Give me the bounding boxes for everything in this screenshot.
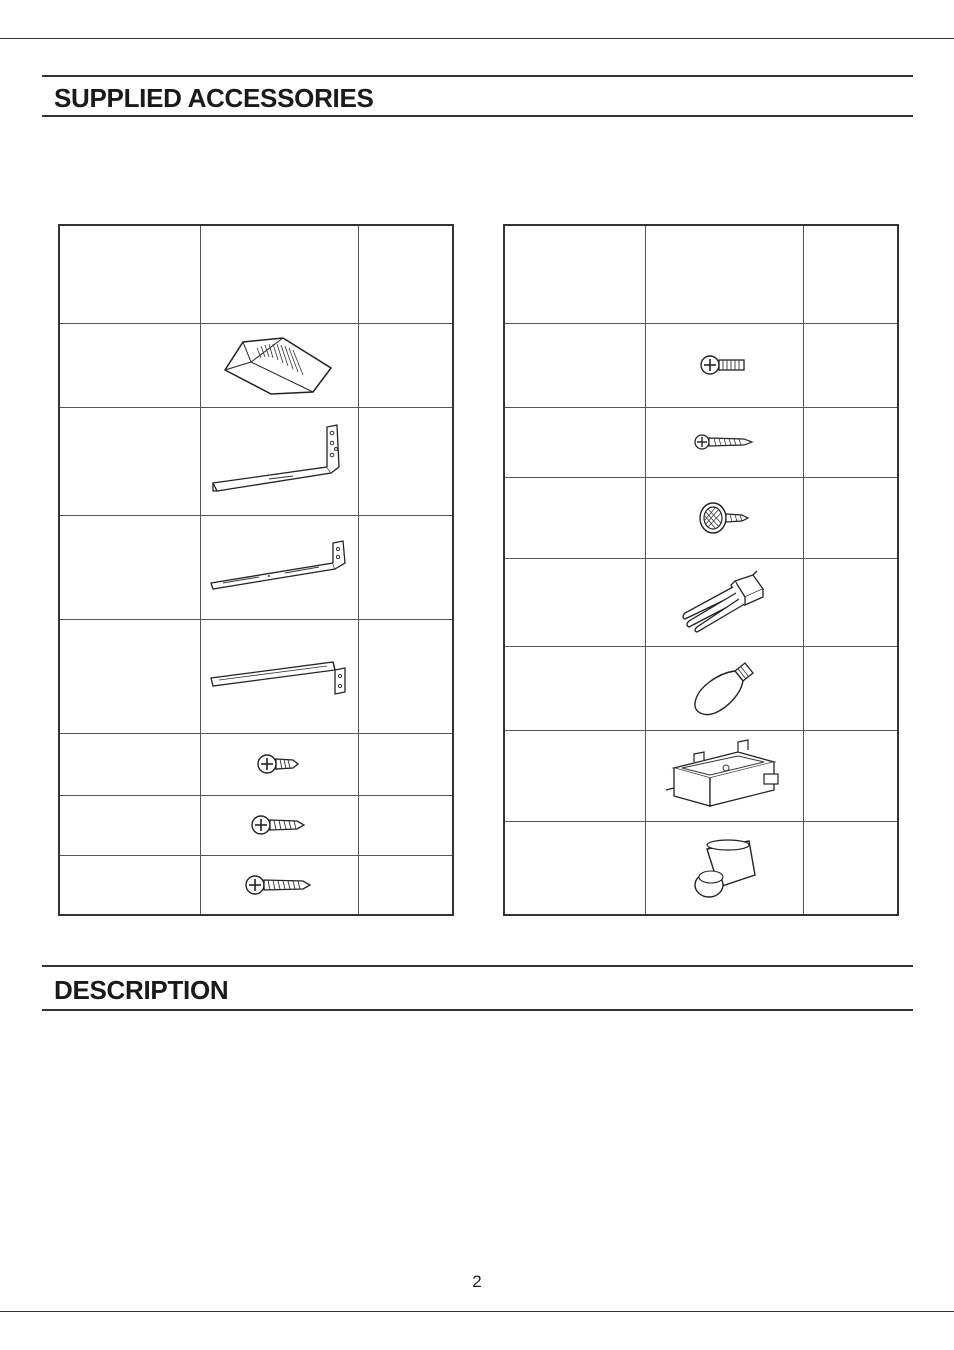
table-row [504, 477, 898, 558]
qty-cell [803, 646, 898, 730]
screw-short-icon [257, 748, 301, 780]
figure-cell [200, 795, 358, 855]
wood-screw-icon [694, 428, 754, 456]
page-number: 2 [472, 1272, 482, 1291]
header-cell-name [504, 225, 645, 323]
header-cell-figure [645, 225, 803, 323]
table-row [59, 323, 453, 407]
screw-medium-icon [251, 809, 307, 841]
accessories-table-right [503, 224, 899, 916]
name-cell [504, 477, 645, 558]
table-row [59, 855, 453, 915]
description-section-title: DESCRIPTION [54, 975, 229, 1005]
qty-cell [358, 733, 453, 795]
table-row [504, 821, 898, 915]
table-row [504, 323, 898, 407]
accessories-table-left [58, 224, 454, 916]
name-cell [59, 619, 200, 733]
bracket-extension-icon [209, 648, 349, 704]
figure-cell [645, 407, 803, 477]
qty-cell [803, 730, 898, 821]
table-row [59, 795, 453, 855]
name-cell [59, 733, 200, 795]
name-cell [59, 323, 200, 407]
qty-cell [358, 795, 453, 855]
top-rule [0, 38, 954, 39]
qty-cell [803, 323, 898, 407]
name-cell [59, 515, 200, 619]
figure-cell [645, 821, 803, 915]
figure-cell [645, 646, 803, 730]
qty-cell [358, 515, 453, 619]
junction-box-icon [664, 738, 784, 814]
grille-icon [221, 332, 337, 398]
qty-cell [358, 619, 453, 733]
bracket-large-icon [209, 421, 349, 501]
description-section-header [42, 965, 913, 1011]
figure-cell [200, 515, 358, 619]
accessories-section-title: SUPPLIED ACCESSORIES [54, 83, 374, 113]
machine-screw-icon [700, 349, 748, 381]
qty-cell [803, 821, 898, 915]
name-cell [59, 407, 200, 515]
table-row [504, 407, 898, 477]
table-row [504, 558, 898, 646]
fluorescent-lamp-icon [679, 571, 769, 633]
qty-cell [358, 323, 453, 407]
qty-cell [803, 477, 898, 558]
table-row [504, 730, 898, 821]
name-cell [504, 821, 645, 915]
accessories-section-header [42, 75, 913, 117]
qty-cell [803, 407, 898, 477]
header-cell-qty [803, 225, 898, 323]
figure-cell [645, 323, 803, 407]
qty-cell [358, 855, 453, 915]
qty-cell [358, 407, 453, 515]
washer-screw-icon [698, 498, 750, 538]
name-cell [59, 795, 200, 855]
table-row [59, 407, 453, 515]
night-light-bulb-icon [689, 659, 759, 717]
table-header-row [59, 225, 453, 323]
table-row [59, 515, 453, 619]
table-row [59, 733, 453, 795]
header-cell-qty [358, 225, 453, 323]
table-row [59, 619, 453, 733]
figure-cell [645, 558, 803, 646]
figure-cell [645, 730, 803, 821]
figure-cell [200, 407, 358, 515]
table-row [504, 646, 898, 730]
name-cell [504, 730, 645, 821]
header-cell-figure [200, 225, 358, 323]
bottom-rule [0, 1311, 954, 1312]
name-cell [504, 646, 645, 730]
screw-long-icon [245, 869, 313, 901]
header-cell-name [59, 225, 200, 323]
name-cell [59, 855, 200, 915]
figure-cell [200, 619, 358, 733]
name-cell [504, 558, 645, 646]
figure-cell [200, 855, 358, 915]
bushing-icon [689, 835, 759, 901]
bracket-long-icon [209, 539, 349, 595]
qty-cell [803, 558, 898, 646]
figure-cell [200, 323, 358, 407]
name-cell [504, 407, 645, 477]
table-header-row [504, 225, 898, 323]
name-cell [504, 323, 645, 407]
figure-cell [645, 477, 803, 558]
figure-cell [200, 733, 358, 795]
